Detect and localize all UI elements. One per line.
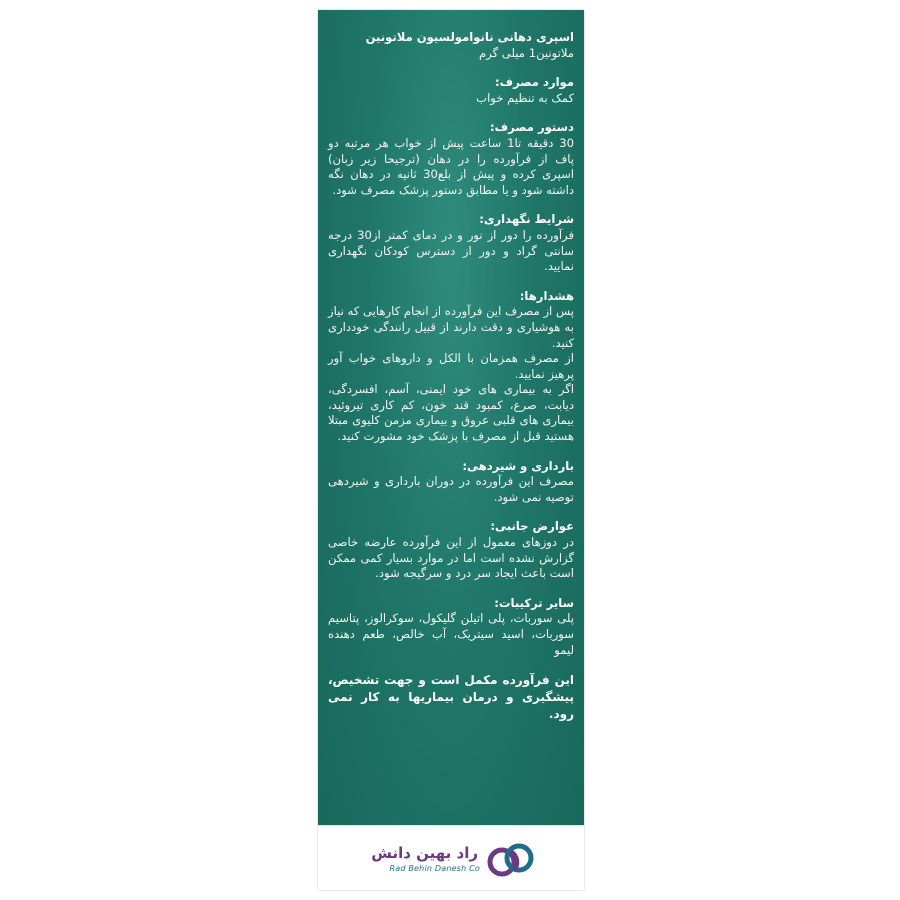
brand-name-latin: Rad Behin Danesh Co: [389, 864, 480, 873]
brand-footer: [318, 825, 584, 890]
section-text: 30 دقیقه تا1 ساعت پیش از خواب هر مرتبه دو پاف از فرآورده را در دهان (ترجیحا زیر زبان) اسپری کرده و پیش از بلع30 ثانیه در دهان نگه داشته شود و یا مطابق دستور پزشک مصرف شود.: [328, 135, 574, 197]
product-header: [328, 30, 574, 61]
supplement-note: این فرآورده مکمل است و جهت تشخیص، پیشگیری و درمان بیماریها به کار نمی رود.: [328, 673, 574, 722]
section-text: فرآورده را دور از نور و در دمای کمتر از30 درجه سانتی گراد و دور از دسترس کودکان نگهداری نمایید.: [328, 227, 574, 274]
section-heading: موارد مصرف:: [495, 75, 574, 90]
info-panel: [318, 10, 584, 826]
section-text: کمک به تنظیم خواب: [476, 90, 574, 105]
product-title: اسپری دهانی نانوامولسیون ملاتونین: [365, 30, 574, 44]
section-text: پلی سوربات، پلی اتیلن گلیکول، سوکرالوز، پتاسیم سوربات، اسید سیتریک، آب خالص، طعم دهنده لیمو: [328, 611, 574, 657]
section-text: پس از مصرف این فرآورده از انجام کارهایی که نیاز به هوشیاری و دقت دارند از قبیل رانندگی خودداری کنید.: [328, 304, 574, 350]
section-text: در دوزهای معمول از این فرآورده عارضه خاصی گزارش نشده است اما در موارد بسیار کمی ممکن است باعث ایجاد سر درد و سرگیجه شود.: [328, 535, 574, 581]
section-heading: عوارض جانبی:: [490, 519, 574, 534]
product-dose: ملاتونین1 میلی گرم: [479, 45, 574, 60]
section-heading: بارداری و شیردهی:: [462, 458, 574, 473]
section-warnings: [328, 289, 574, 445]
section-pregnancy: [328, 459, 574, 506]
section-heading: شرایط نگهداری:: [479, 212, 574, 227]
section-ingredients: [328, 596, 574, 658]
section-text: مصرف این فرآورده در دوران بارداری و شیردهی توصیه نمی شود.: [328, 474, 574, 504]
section-side-effects: [328, 519, 574, 581]
leaflet-content: [328, 30, 574, 723]
section-storage: [328, 212, 574, 274]
section-uses: [328, 75, 574, 106]
product-box: [318, 10, 584, 890]
brand-name: راد بهین دانش: [371, 844, 478, 862]
section-text: اگر به بیماری های خود ایمنی، آسم، افسردگی، دیابت، صرع، کمبود قند خون، کم کاری تیروئید، بیماری های قلبی عروق و بیماری مزمن کلیوی مبتلا هستید قبل از مصرف با پزشک خود مشورت کنید.: [328, 382, 574, 444]
section-dosage: [328, 120, 574, 198]
section-heading: دستور مصرف:: [490, 120, 574, 135]
section-text: از مصرف همزمان با الکل و داروهای خواب آور پرهیز نمایید.: [328, 351, 574, 381]
section-heading: سایر ترکیبات:: [494, 595, 574, 610]
interlocked-rings-logo-icon: [482, 838, 540, 882]
section-heading: هشدارها:: [519, 288, 574, 303]
